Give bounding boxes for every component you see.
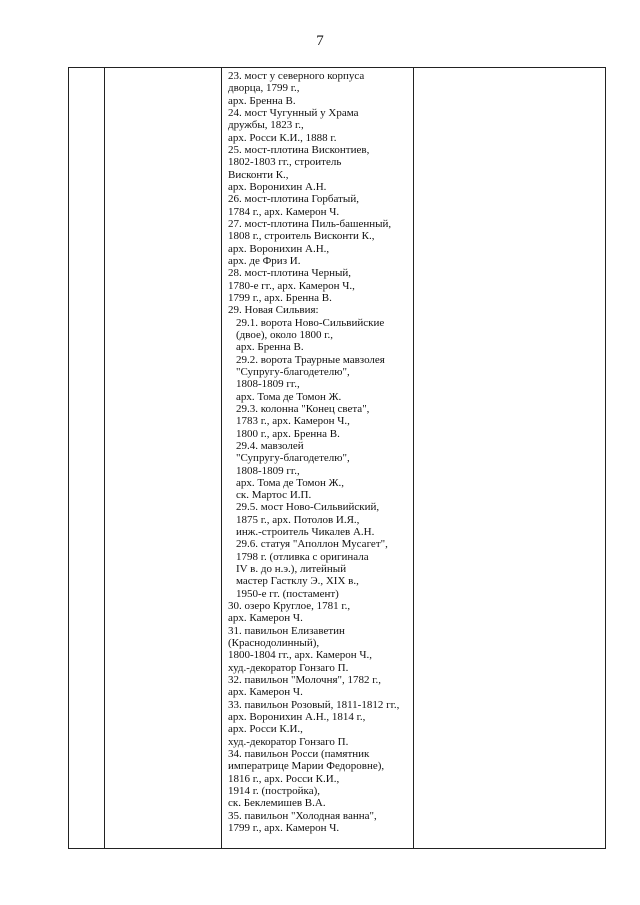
list-item: мастер Гастклу Э., XIX в., (236, 575, 359, 588)
list-item: 30. озеро Круглое, 1781 г., (228, 600, 351, 613)
list-item: 24. мост Чугунный у Храма (228, 106, 359, 119)
list-item: 1808 г., строитель Висконти К., (228, 230, 375, 243)
list-item: императрице Марии Федоровне), (228, 760, 385, 773)
list-item: (Краснодолинный), (228, 637, 320, 650)
list-item: 25. мост-плотина Висконтиев, (228, 143, 370, 156)
list-item: 33. павильон Розовый, 1811-1812 гг., (228, 698, 400, 711)
registry-cell (105, 68, 222, 849)
list-item: 29.4. мавзолей (236, 439, 304, 452)
list-item: арх. Бренна В. (228, 94, 296, 107)
list-item: 34. павильон Росси (памятник (228, 748, 370, 761)
list-item: Висконти К., (228, 168, 289, 181)
list-item: 1802-1803 гг., строитель (228, 156, 342, 169)
list-item: 1808-1809 гг., (236, 378, 300, 391)
list-item: арх. Камерон Ч. (228, 686, 303, 699)
list-item: 1783 г., арх. Камерон Ч., (236, 415, 350, 428)
list-item: 1780-е гг., арх. Камерон Ч., (228, 279, 355, 292)
list-item: 32. павильон "Молочня", 1782 г., (228, 674, 382, 687)
list-item: IV в. до н.э.), литейный (236, 563, 347, 576)
list-item: 29.6. статуя "Аполлон Мусагет", (236, 538, 388, 551)
list-item: 29.1. ворота Ново-Сильвийские (236, 316, 385, 329)
list-item: 29.3. колонна "Конец света", (236, 402, 370, 415)
list-item: арх. Бренна В. (236, 341, 304, 354)
list-item: 1784 г., арх. Камерон Ч. (228, 205, 340, 218)
table-row (69, 68, 606, 849)
list-item: 1875 г., арх. Потолов И.Я., (236, 513, 360, 526)
list-item: арх. Камерон Ч. (228, 612, 303, 625)
list-item: ск. Мартос И.П. (236, 489, 312, 502)
heritage-objects-table (68, 67, 606, 849)
list-item: 1800 г., арх. Бренна В. (236, 427, 340, 440)
list-item: 1808-1809 гг., (236, 464, 300, 477)
list-item: арх. Росси К.И., (228, 723, 303, 736)
list-item: (двое), около 1800 г., (236, 328, 333, 341)
list-item: 1798 г. (отливка с оригинала (236, 550, 369, 563)
list-item: арх. Воронихин А.Н., 1814 г., (228, 711, 366, 724)
list-item: 23. мост у северного корпуса (228, 70, 365, 82)
list-item: 29. Новая Сильвия: (228, 304, 319, 317)
list-item: 28. мост-плотина Черный, (228, 267, 351, 280)
number-cell (69, 68, 105, 849)
list-item: арх. Тома де Томон Ж. (236, 390, 342, 403)
address-cell (414, 68, 606, 849)
list-item: 1799 г., арх. Бренна В. (228, 291, 332, 304)
list-item: дворца, 1799 г., (228, 82, 300, 95)
list-item: арх. де Фриз И. (228, 254, 301, 267)
list-item: 1800-1804 гг., арх. Камерон Ч., (228, 649, 373, 662)
list-item: инж.-строитель Чикалев А.Н. (236, 526, 375, 539)
list-item: арх. Тома де Томон Ж., (236, 476, 344, 489)
list-item: арх. Росси К.И., 1888 г. (228, 131, 337, 144)
list-item: 26. мост-плотина Горбатый, (228, 193, 359, 206)
list-item: "Супругу-благодетелю", (236, 365, 350, 378)
list-item: 27. мост-плотина Пиль-башенный, (228, 217, 392, 230)
list-item: ск. Беклемишев В.А. (228, 797, 326, 810)
list-item: 29.5. мост Ново-Сильвийский, (236, 501, 380, 514)
list-item: худ.-декоратор Гонзаго П. (228, 661, 349, 674)
object-list (222, 68, 413, 848)
list-item: 1799 г., арх. Камерон Ч. (228, 822, 340, 835)
page-number: 7 (316, 33, 324, 49)
object-description-cell (222, 68, 414, 849)
list-item: "Супругу-благодетелю", (236, 452, 350, 465)
list-item: арх. Воронихин А.Н., (228, 242, 330, 255)
list-item: 1816 г., арх. Росси К.И., (228, 772, 340, 785)
list-item: дружбы, 1823 г., (228, 119, 304, 132)
list-item: 1950-е гг. (постамент) (236, 587, 339, 600)
list-item: 29.2. ворота Траурные мавзолея (236, 353, 385, 366)
list-item: 31. павильон Елизаветин (228, 624, 345, 637)
list-item: арх. Воронихин А.Н. (228, 180, 327, 193)
list-item: худ.-декоратор Гонзаго П. (228, 735, 349, 748)
list-item: 35. павильон "Холодная ванна", (228, 809, 377, 822)
list-item: 1914 г. (постройка), (228, 785, 321, 798)
